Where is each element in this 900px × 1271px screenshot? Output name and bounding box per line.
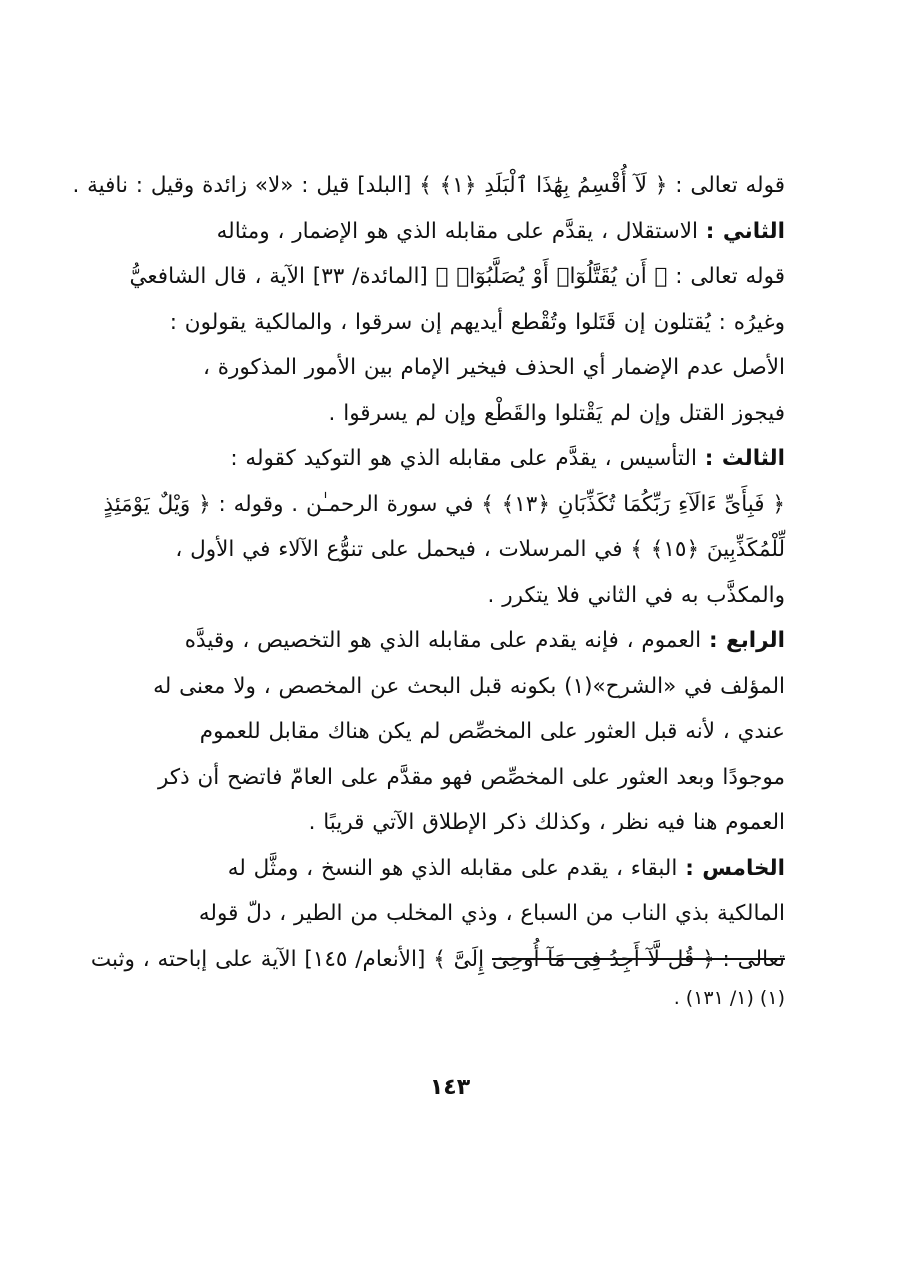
text-line — [120, 846, 785, 892]
text-line-content: البقاء ، يقدم على مقابله الذي هو النسخ ، ومثَّل له — [227, 855, 678, 881]
text-line: لِّلْمُكَذِّبِينَ ﴿١٥﴾ ﴾ في المرسلات ، فيحمل على تنوُّع الآلاء في الأول ، — [175, 537, 785, 562]
text-line: فيجوز القتل وإن لم يَقْتلوا والقَطْع وإن لم يسرقوا . — [328, 400, 785, 426]
text-line — [120, 209, 785, 255]
section-heading: الرابع : — [708, 628, 785, 653]
text-line: قوله تعالى : ﴿ أَن يُقَتَّلُوٓا۟ أَوْ يُصَلَّبُوٓا۟ ﴾ [المائدة/ ٣٣] الآية ، قال الشافعيُّ — [129, 264, 785, 289]
text-line: والمكذَّب به في الثاني فلا يتكرر . — [487, 582, 785, 608]
text-line — [120, 436, 785, 482]
text-line: ﴿ فَبِأَىِّ ءَالَآءِ رَبِّكُمَا تُكَذِّبَانِ ﴿١٣﴾ ﴾ في سورة الرحمـٰن . وقوله : ﴿ وَيْلٌ يَوْمَئِذٍ — [103, 491, 785, 517]
section-heading: الثاني : — [705, 218, 785, 244]
section-heading: الثالث : — [704, 446, 785, 471]
section-heading: الخامس : — [685, 855, 785, 881]
text-line: قوله تعالى : ﴿ لَآ أُقْسِمُ بِهَٰذَا ٱلْبَلَدِ ﴿١﴾ ﴾ [البلد] قيل : «لا» زائدة وقيل : نافية . — [72, 173, 785, 198]
text-line: الأصل عدم الإضمار أي الحذف فيخير الإمام بين الأمور المذكورة ، — [202, 355, 785, 380]
text-line: المؤلف في «الشرح»(١) بكونه قبل البحث عن المخصص ، ولا معنى له — [153, 673, 785, 699]
text-line: وغيرُه : يُقتلون إن قَتَلوا وتُقْطع أيديهم إن سرقوا ، والمالكية يقولون : — [169, 309, 785, 335]
footnote: (١) (١/ ١٣١) . — [673, 987, 785, 1009]
text-line — [120, 618, 785, 664]
text-line: عندي ، لأنه قبل العثور على المخصِّص لم يكن هناك مقابل للعموم — [199, 719, 785, 744]
text-line-content: التأسيس ، يقدَّم على مقابله الذي هو التوكيد كقوله : — [230, 446, 697, 471]
text-line-content: الاستقلال ، يقدَّم على مقابله الذي هو الإضمار ، ومثاله — [216, 218, 698, 244]
main-text — [72, 163, 785, 982]
text-line: تعالى : ﴿ قُل لَّآ أَجِدُ فِى مَآ أُوحِىَ إِلَىَّ ﴾ [الأنعام/ ١٤٥] الآية على إباحته ، وثبت — [90, 946, 785, 972]
text-line: موجودًا وبعد العثور على المخصِّص فهو مقدَّم على العامّ فاتضح أن ذكر — [157, 764, 785, 790]
text-line: المالكية بذي الناب من السباع ، وذي المخلب من الطير ، دلّ قوله — [198, 901, 785, 926]
text-line: العموم هنا فيه نظر ، وكذلك ذكر الإطلاق الآتي قريبًا . — [308, 810, 785, 835]
text-line-content: العموم ، فإنه يقدم على مقابله الذي هو التخصيص ، وقيدَّه — [184, 628, 702, 653]
page-number: ١٤٣ — [429, 1075, 471, 1100]
footnote-separator — [492, 958, 785, 960]
